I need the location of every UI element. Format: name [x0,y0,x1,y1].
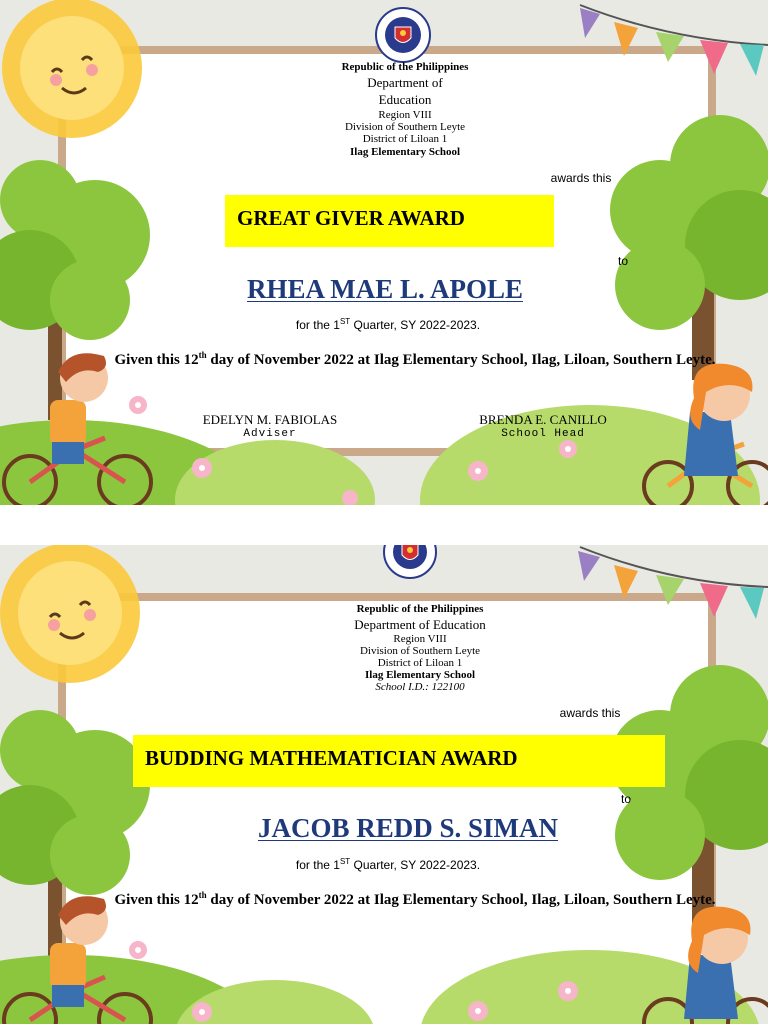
recipient-name: JACOB REDD S. SIMAN [257,813,559,843]
signatory-name: BRENDA E. CANILLO [479,412,607,427]
given-suffix: day of November 2022 at Ilag Elementary School, Ilag, Liloan, Southern Leyte. [206,352,716,368]
header-department-line1: Department of [367,75,443,90]
to-label: to [620,792,631,806]
header-district: District of Liloan 1 [377,657,463,669]
quarter-prefix: for the 1 [295,858,340,872]
signatory-adviser [170,412,370,440]
quarter-line [238,317,538,332]
header-department-line2: Education [378,92,432,107]
signatory-role: Adviser [243,428,297,440]
header-region: Region VIII [393,633,447,645]
given-prefix: Given this 12 [114,892,199,908]
quarter-suffix: Quarter, SY 2022-2023. [350,318,481,332]
quarter-ordinal: ST [339,317,351,326]
awards-this-label: awards this [559,706,621,720]
header-region: Region VIII [378,109,432,121]
quarter-line [238,857,538,872]
recipient-name: RHEA MAE L. APOLE [246,274,524,304]
quarter-ordinal: ST [339,857,351,866]
quarter-prefix: for the 1 [295,318,340,332]
signatory-school-head [443,412,643,440]
signatory-name: EDELYN M. FABIOLAS [202,412,338,427]
certificate-2 [0,545,768,1024]
certificate-1 [0,0,768,505]
given-suffix: day of November 2022 at Ilag Elementary School, Ilag, Liloan, Southern Leyte. [206,892,716,908]
given-ordinal: th [198,350,207,360]
given-statement [110,885,720,911]
header-district: District of Liloan 1 [362,133,448,145]
header-school: Ilag Elementary School [350,146,460,158]
signatory-role: School Head [501,428,585,440]
header-division: Division of Southern Leyte [359,645,481,657]
header-department: Department of Education [354,617,486,632]
header-republic: Republic of the Philippines [356,603,484,615]
award-title: GREAT GIVER AWARD [225,195,554,247]
header-republic: Republic of the Philippines [341,61,469,73]
given-prefix: Given this 12 [114,352,199,368]
header-school-id: School I.D.: 122100 [375,681,465,693]
awards-this-label: awards this [550,171,612,185]
award-title: BUDDING MATHEMATICIAN AWARD [133,735,665,787]
header-division: Division of Southern Leyte [344,121,466,133]
given-ordinal: th [198,890,207,900]
given-statement [110,345,720,371]
to-label: to [617,254,628,268]
header-school: Ilag Elementary School [365,669,475,681]
quarter-suffix: Quarter, SY 2022-2023. [350,858,481,872]
